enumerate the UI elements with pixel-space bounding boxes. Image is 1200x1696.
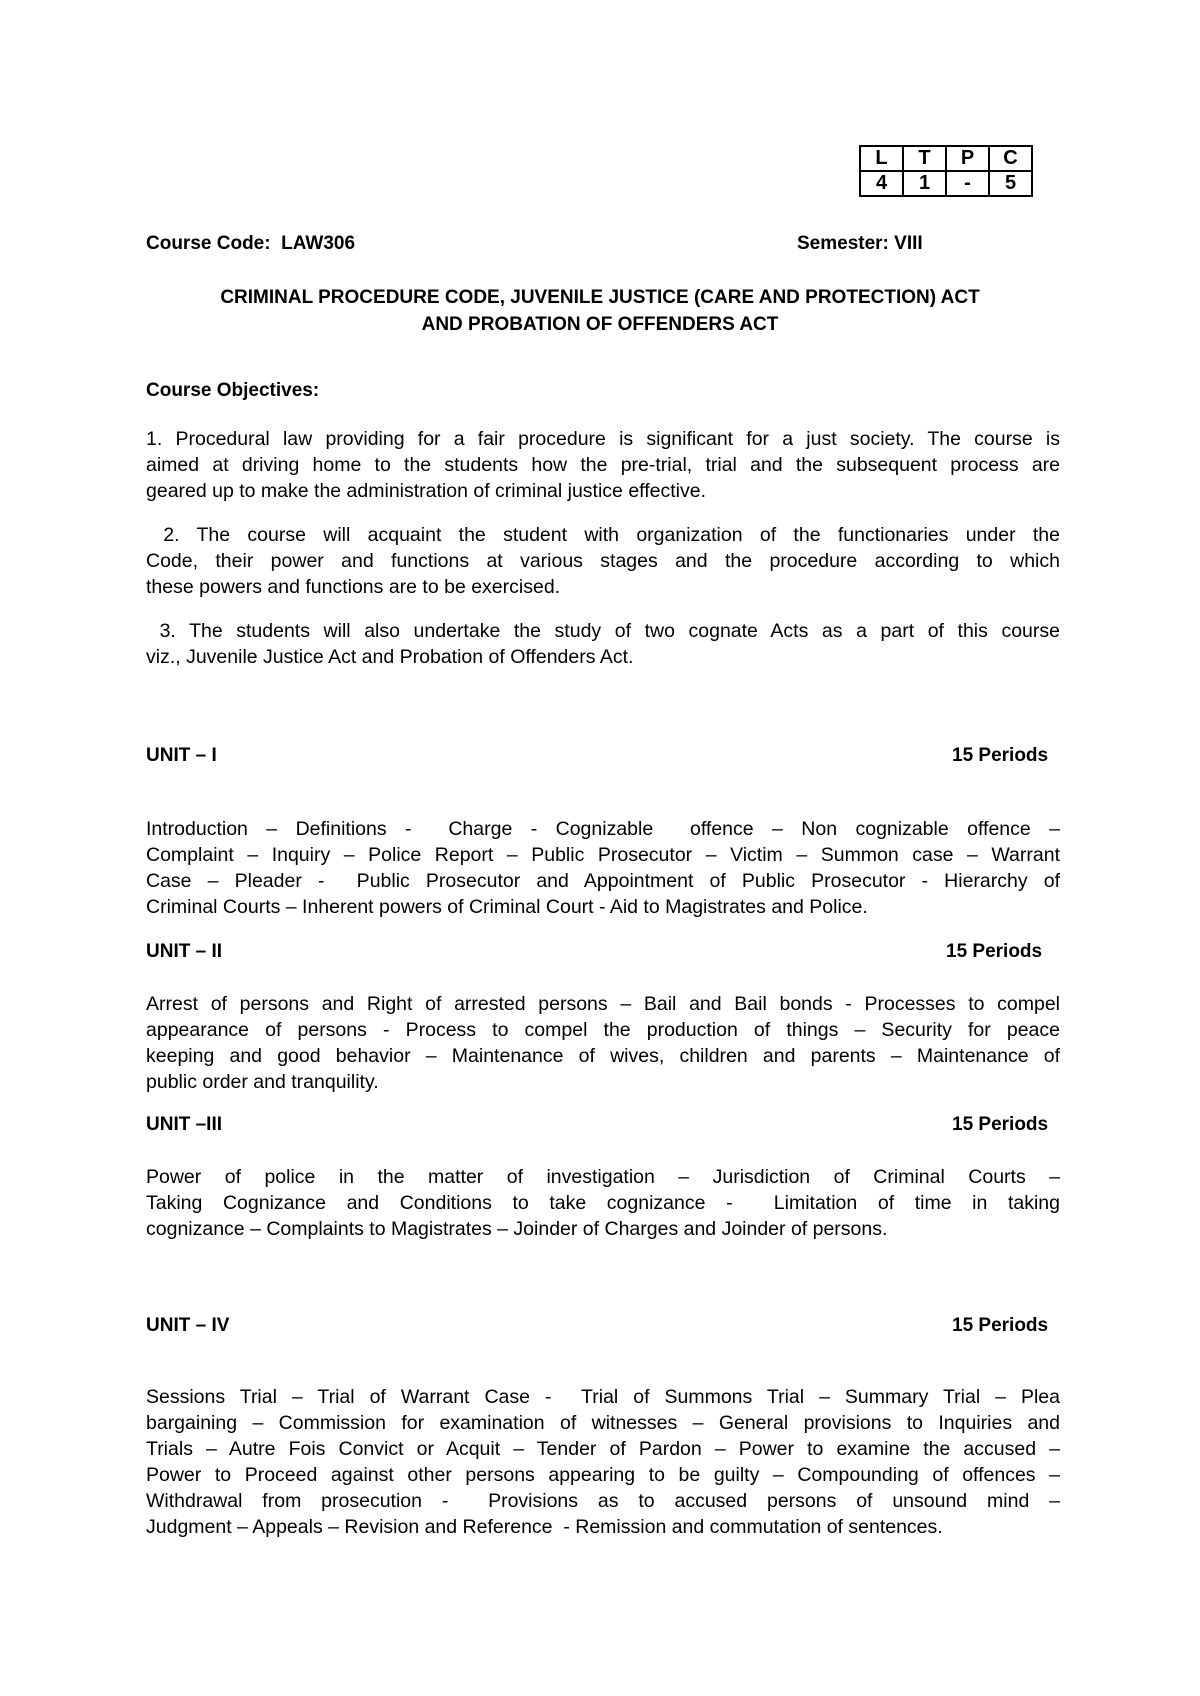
unit-3-periods: 15 Periods <box>952 1114 1049 1135</box>
unit-3-line-2: Taking Cognizance and Conditions to take cognizance - Limitation of time in taking <box>146 1192 1060 1214</box>
unit-4-line-2: bargaining – Commission for examination of witnesses – General provisions to Inquiries and <box>146 1412 1060 1434</box>
objective-3 <box>146 618 1060 670</box>
unit-3-line-3: cognizance – Complaints to Magistrates – Joinder of Charges and Joinder of persons. <box>146 1218 888 1240</box>
unit-1-content <box>146 816 1060 920</box>
objective-2-line-1: 2. The course will acquaint the student with organization of the functionaries under the <box>146 524 1060 546</box>
course-title-line-1: CRIMINAL PROCEDURE CODE, JUVENILE JUSTICE (CARE AND PROTECTION) ACT <box>220 287 980 308</box>
unit-2-content <box>146 991 1060 1095</box>
ltpc-header-p: P <box>946 146 989 171</box>
unit-4-line-5: Withdrawal from prosecution - Provisions as to accused persons of unsound mind – <box>146 1490 1060 1512</box>
ltpc-header-l: L <box>860 146 903 171</box>
course-title <box>140 284 1060 338</box>
unit-1-periods: 15 Periods <box>952 745 1049 766</box>
objective-2-line-2: Code, their power and functions at various stages and the procedure according to which <box>146 550 1060 572</box>
unit-1-line-2: Complaint – Inquiry – Police Report – Public Prosecutor – Victim – Summon case – Warrant <box>146 844 1060 866</box>
unit-1-line-3: Case – Pleader - Public Prosecutor and Appointment of Public Prosecutor - Hierarchy of <box>146 870 1060 892</box>
unit-4-line-6: Judgment – Appeals – Revision and Reference - Remission and commutation of sentences. <box>146 1516 943 1538</box>
objective-1 <box>146 426 1060 504</box>
objective-1-line-1: 1. Procedural law providing for a fair procedure is significant for a just society. The course is <box>146 428 1060 450</box>
objective-3-line-2: viz., Juvenile Justice Act and Probation of Offenders Act. <box>146 646 634 668</box>
ltpc-value-l: 4 <box>860 171 903 196</box>
unit-4-line-4: Power to Proceed against other persons appearing to be guilty – Compounding of offences – <box>146 1464 1060 1486</box>
unit-4-line-3: Trials – Autre Fois Convict or Acquit – Tender of Pardon – Power to examine the accused – <box>146 1438 1060 1460</box>
unit-2-line-4: public order and tranquility. <box>146 1071 379 1093</box>
objective-2-line-3: these powers and functions are to be exercised. <box>146 576 561 598</box>
objective-3-line-1: 3. The students will also undertake the study of two cognate Acts as a part of this course <box>146 620 1060 642</box>
ltpc-table <box>859 145 1033 197</box>
ltpc-value-t: 1 <box>903 171 946 196</box>
course-code: Course Code: LAW306 <box>146 233 356 254</box>
semester: Semester: VIII <box>797 233 923 254</box>
unit-2-periods: 15 Periods <box>946 941 1043 962</box>
unit-1-heading: UNIT – I <box>146 745 217 766</box>
objective-1-line-2: aimed at driving home to the students how the pre-trial, trial and the subsequent process are <box>146 454 1060 476</box>
ltpc-value-row <box>860 171 1032 196</box>
unit-3-content <box>146 1164 1060 1242</box>
unit-3-heading: UNIT –III <box>146 1114 223 1135</box>
unit-3-line-1: Power of police in the matter of investigation – Jurisdiction of Criminal Courts – <box>146 1166 1060 1188</box>
unit-1-line-1: Introduction – Definitions - Charge - Cognizable offence – Non cognizable offence – <box>146 818 1060 840</box>
ltpc-header-t: T <box>903 146 946 171</box>
unit-1-line-4: Criminal Courts – Inherent powers of Criminal Court - Aid to Magistrates and Police. <box>146 896 868 918</box>
ltpc-value-p: - <box>946 171 989 196</box>
course-title-line-2: AND PROBATION OF OFFENDERS ACT <box>421 314 779 335</box>
objective-1-line-3: geared up to make the administration of criminal justice effective. <box>146 480 707 502</box>
unit-4-line-1: Sessions Trial – Trial of Warrant Case - Trial of Summons Trial – Summary Trial – Plea <box>146 1386 1060 1408</box>
ltpc-header-row <box>860 146 1032 171</box>
ltpc-value-c: 5 <box>989 171 1032 196</box>
unit-2-heading: UNIT – II <box>146 941 223 962</box>
ltpc-header-c: C <box>989 146 1032 171</box>
unit-2-line-2: appearance of persons - Process to compel the production of things – Security for peace <box>146 1019 1060 1041</box>
objectives-heading: Course Objectives: <box>146 380 320 401</box>
unit-4-periods: 15 Periods <box>952 1315 1049 1336</box>
unit-4-heading: UNIT – IV <box>146 1315 230 1336</box>
unit-4-content <box>146 1384 1060 1540</box>
objective-2 <box>146 522 1060 600</box>
unit-2-line-3: keeping and good behavior – Maintenance of wives, children and parents – Maintenance of <box>146 1045 1060 1067</box>
unit-2-line-1: Arrest of persons and Right of arrested persons – Bail and Bail bonds - Processes to compel <box>146 993 1060 1015</box>
